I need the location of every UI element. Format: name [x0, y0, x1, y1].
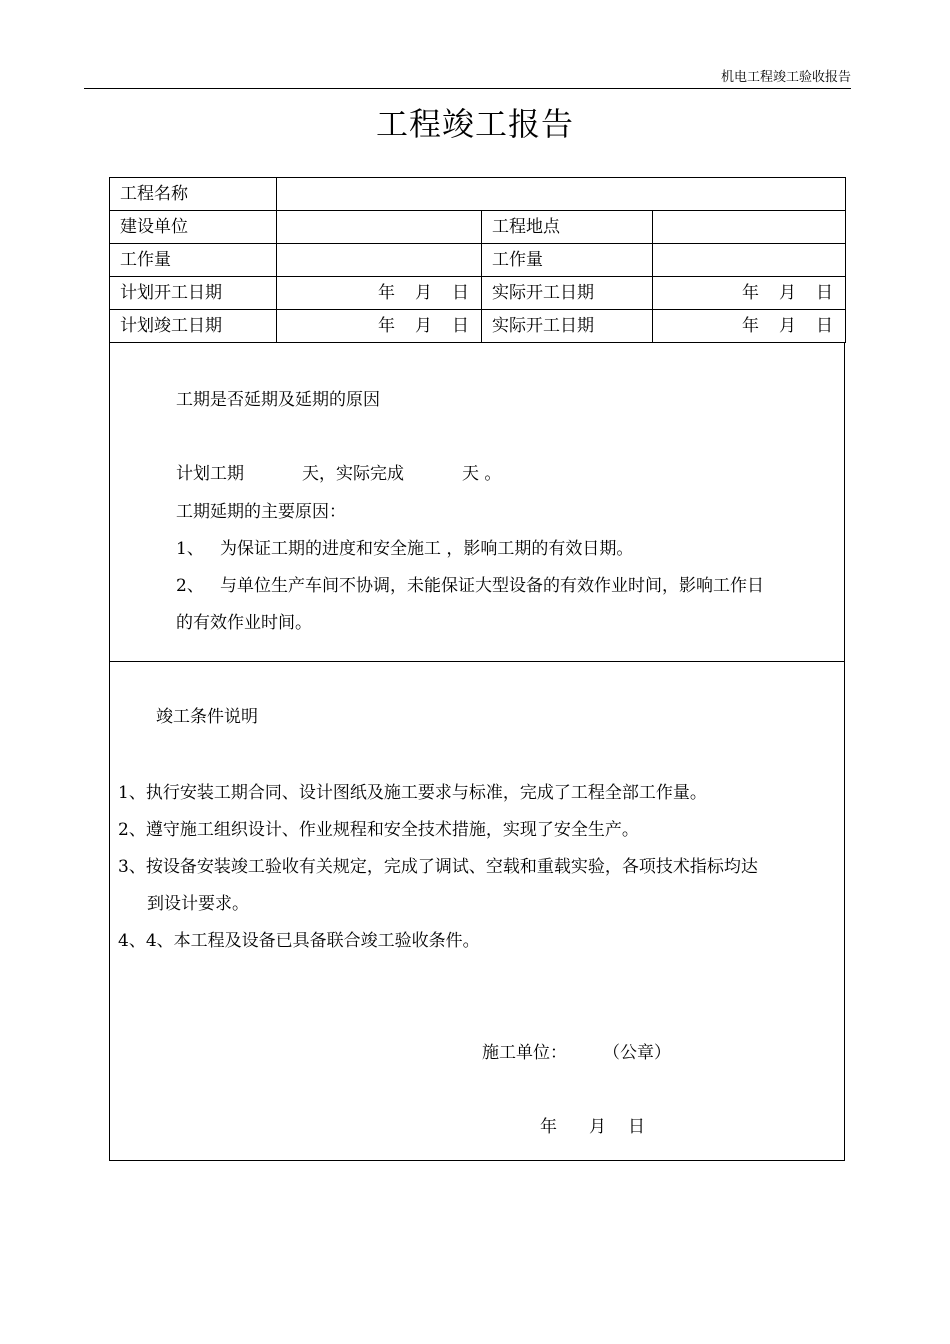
planned-finish-label: 计划竣工日期: [110, 310, 277, 343]
date-month: 月: [779, 283, 797, 303]
condition-2: 2、遵守施工组织设计、作业规程和安全技术措施，实现了安全生产。: [118, 820, 639, 840]
date-month: 月: [415, 283, 432, 303]
condition-3: 3、按设备安装竣工验收有关规定，完成了调试、空载和重载实验，各项技术指标均达: [118, 857, 758, 877]
row-builder: [110, 211, 846, 244]
row-project-name: [110, 178, 846, 211]
date-day: 日: [816, 316, 834, 336]
project-name-label: 工程名称: [110, 178, 277, 211]
date-year: 年: [378, 283, 395, 303]
date-day: 日: [816, 283, 834, 303]
delay-section: [109, 343, 845, 662]
reason-2-continued: 的有效作业时间。: [176, 613, 312, 633]
date-month: 月: [779, 316, 797, 336]
reason-2-number: 2、: [176, 576, 204, 596]
sign-date-month: 月: [589, 1117, 606, 1137]
construction-unit-label: 施工单位：: [482, 1043, 567, 1063]
date-day: 日: [452, 283, 469, 303]
actual-duration-label: 天，实际完成: [302, 464, 404, 484]
location-value[interactable]: [653, 211, 846, 244]
date-month: 月: [415, 316, 432, 336]
builder-value[interactable]: [277, 211, 482, 244]
conditions-section: [109, 662, 845, 1161]
date-year: 年: [378, 316, 395, 336]
sign-date-day: 日: [628, 1117, 645, 1137]
planned-finish-date[interactable]: [277, 310, 482, 343]
reason-1: [176, 538, 633, 560]
sign-date-year: 年: [540, 1117, 557, 1137]
date-year: 年: [742, 283, 760, 303]
date-day: 日: [452, 316, 469, 336]
delay-heading: 工期是否延期及延期的原因: [176, 390, 380, 410]
location-label: 工程地点: [482, 211, 653, 244]
info-table: [109, 177, 846, 343]
planned-start-label: 计划开工日期: [110, 277, 277, 310]
row-start-dates: [110, 277, 846, 310]
workload-label-2: 工作量: [482, 244, 653, 277]
actual-start-label: 实际开工日期: [482, 277, 653, 310]
project-name-value[interactable]: [277, 178, 846, 211]
reason-1-text: 为保证工期的进度和安全施工 ，影响工期的有效日期。: [220, 539, 634, 559]
workload-label: 工作量: [110, 244, 277, 277]
date-year: 年: [742, 316, 760, 336]
page-header: [84, 68, 851, 89]
reason-2-text: 与单位生产车间不协调，未能保证大型设备的有效作业时间，影响工作日: [220, 576, 764, 596]
condition-3-continued: 到设计要求。: [147, 894, 249, 914]
row-workload: [110, 244, 846, 277]
workload-value-2[interactable]: [653, 244, 846, 277]
reason-2: [176, 575, 764, 597]
day-unit: 天 。: [462, 464, 502, 484]
reason-1-number: 1、: [176, 539, 204, 559]
condition-4: 4、4、本工程及设备已具备联合竣工验收条件。: [118, 931, 480, 951]
condition-1: 1、执行安装工期合同、设计图纸及施工要求与标准，完成了工程全部工作量。: [118, 783, 707, 803]
conditions-heading: 竣工条件说明: [156, 707, 258, 727]
sign-date[interactable]: [540, 1116, 645, 1138]
planned-duration-label: 计划工期: [176, 464, 244, 484]
official-seal-label: （公章）: [603, 1043, 671, 1063]
actual-start-label-2: 实际开工日期: [482, 310, 653, 343]
header-text: 机电工程竣工验收报告: [720, 70, 851, 85]
document-title: 工程竣工报告: [375, 105, 574, 143]
planned-start-date[interactable]: [277, 277, 482, 310]
builder-label: 建设单位: [110, 211, 277, 244]
duration-line: [176, 463, 501, 485]
row-finish-dates: [110, 310, 846, 343]
actual-start-date-2[interactable]: [653, 310, 846, 343]
reasons-heading: 工期延期的主要原因：: [176, 502, 346, 522]
actual-start-date[interactable]: [653, 277, 846, 310]
construction-unit-line: [482, 1042, 671, 1064]
workload-value[interactable]: [277, 244, 482, 277]
